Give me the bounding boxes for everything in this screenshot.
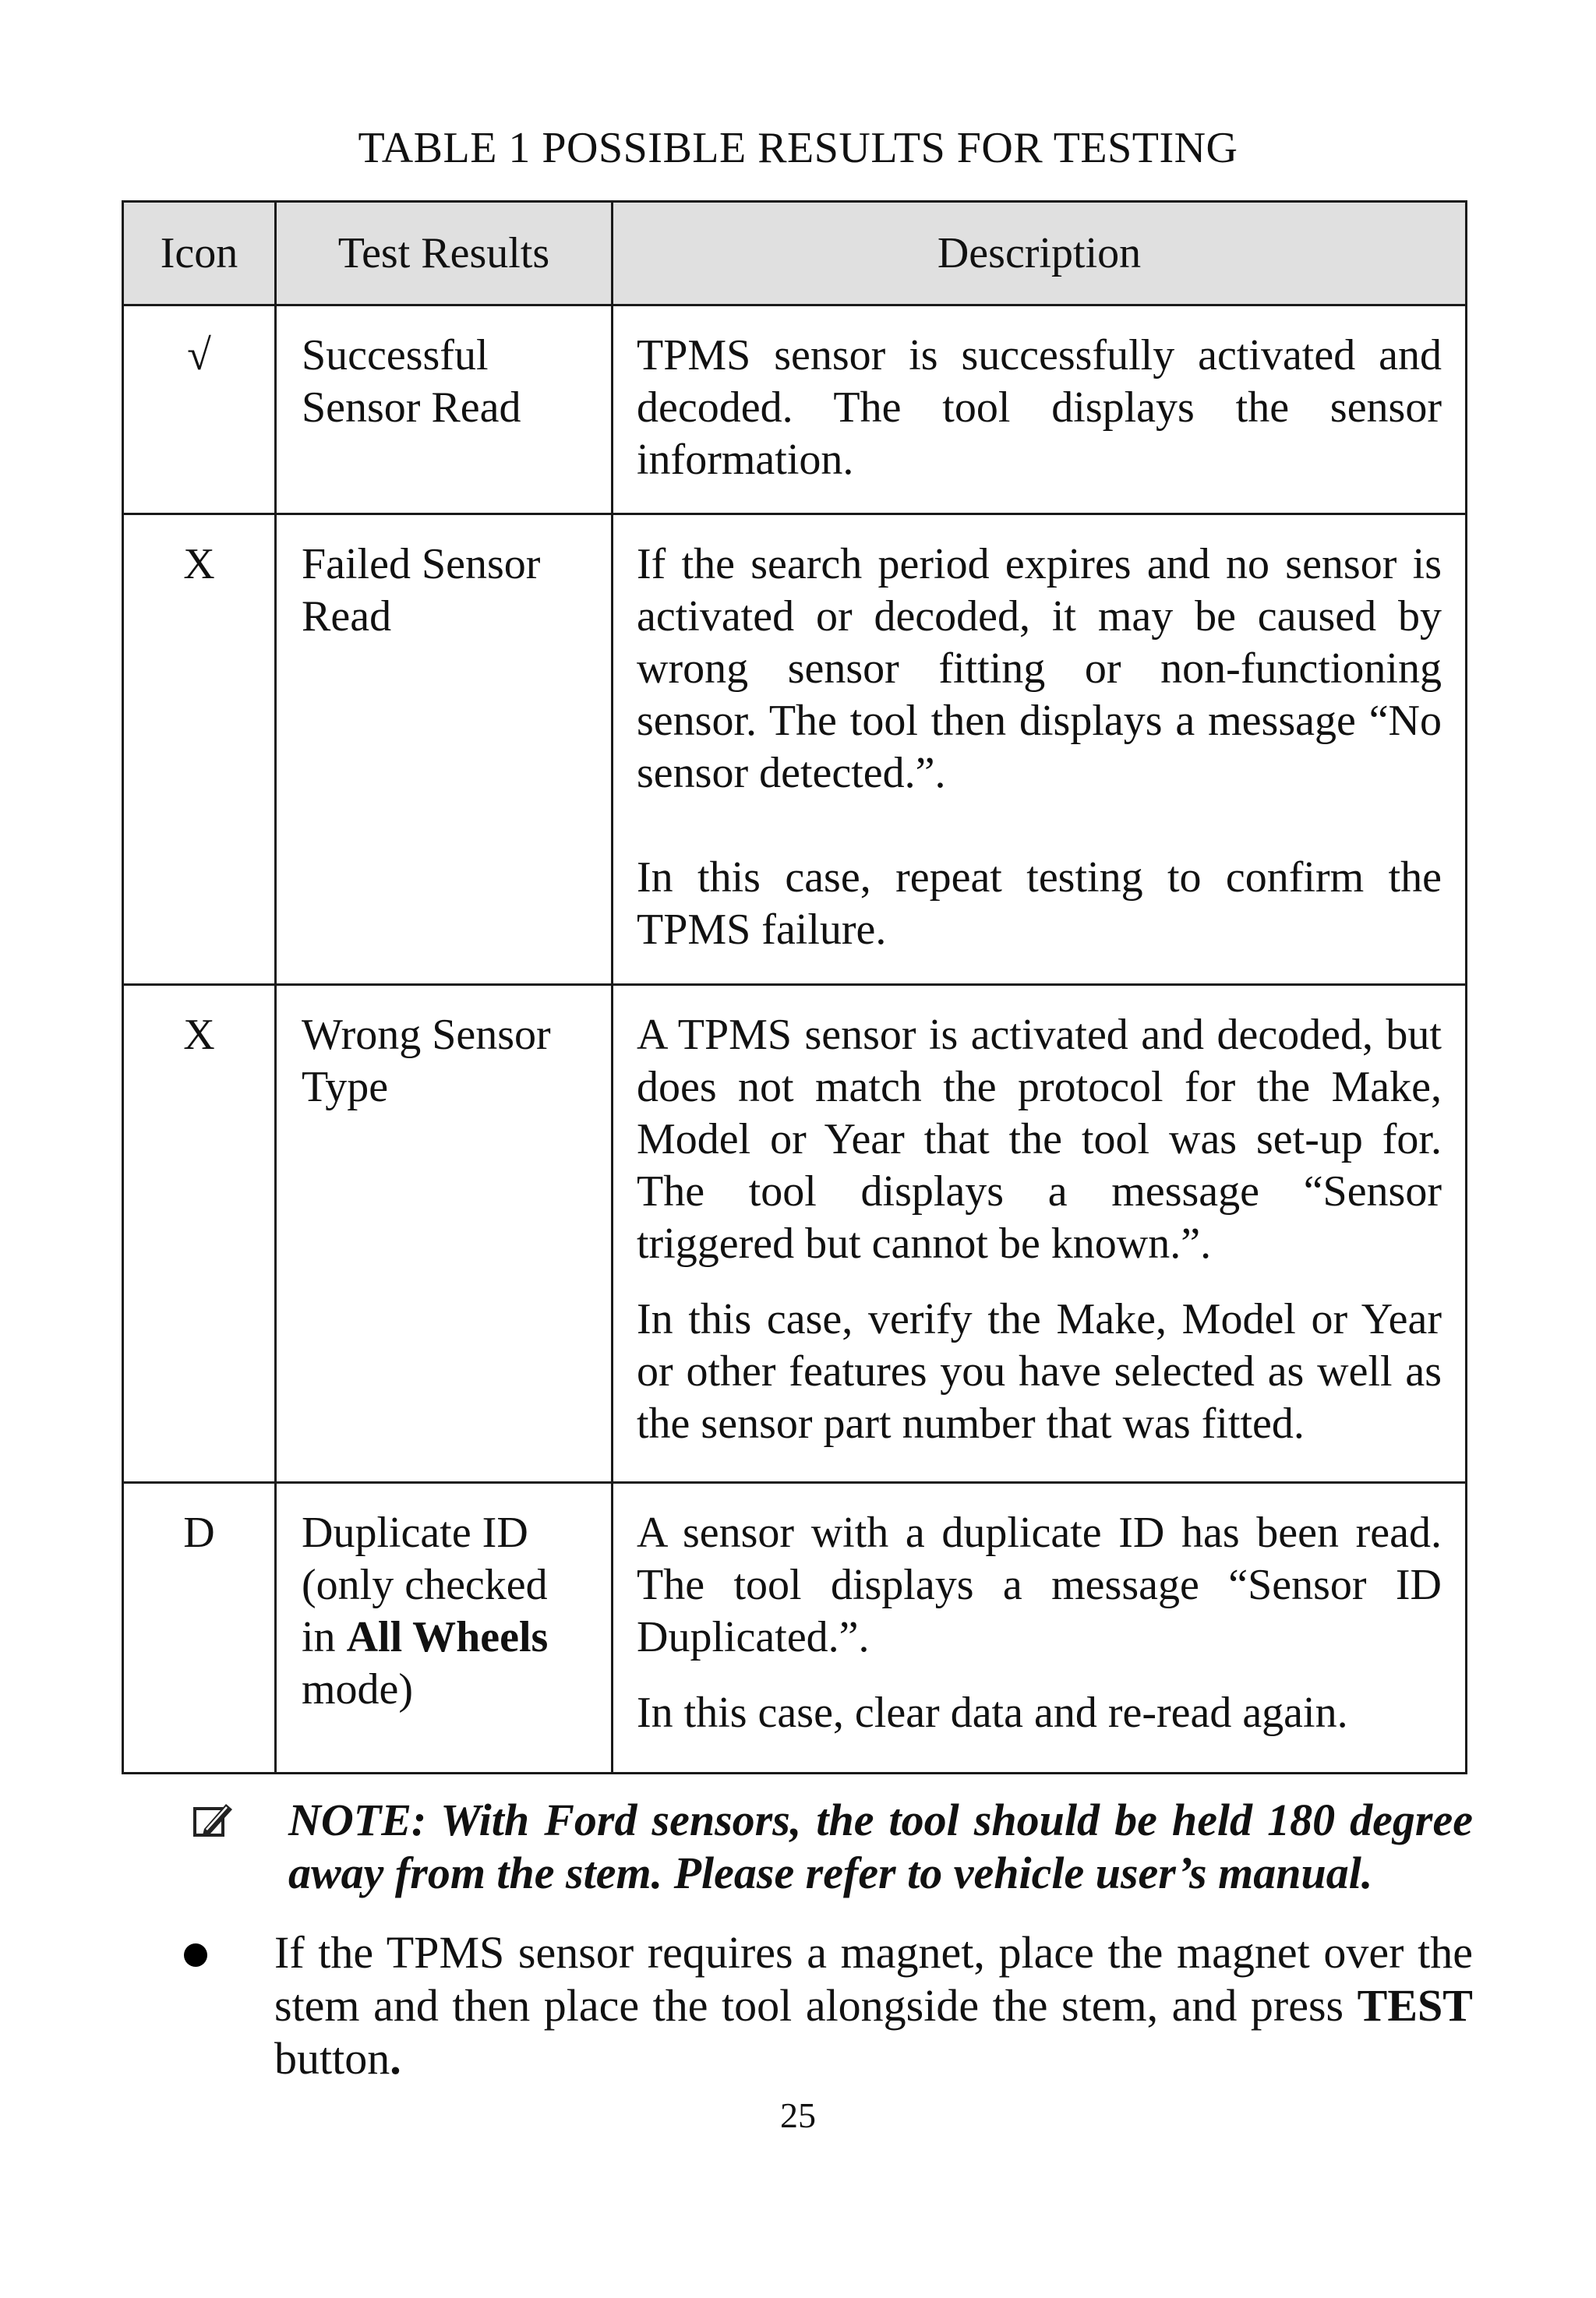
- result-description: [613, 514, 1467, 985]
- bullet-text: [274, 1926, 1473, 2085]
- result-label: Wrong Sensor Type: [276, 985, 613, 1483]
- table-title: TABLE 1 POSSIBLE RESULTS FOR TESTING: [358, 124, 1238, 172]
- all-wheels-mode-label: All Wheels: [346, 1613, 549, 1661]
- table-row: [123, 1483, 1467, 1774]
- result-label-text: Duplicate ID (only checked in: [302, 1509, 548, 1661]
- result-label: Failed Sensor Read: [276, 514, 613, 985]
- table-row: [123, 514, 1467, 985]
- description-paragraph: TPMS sensor is successfully activated and decoded. The tool displays the sensor information.: [637, 331, 1442, 484]
- result-description: [613, 305, 1467, 514]
- column-header-description: Description: [613, 202, 1467, 305]
- bullet-dot-icon: [184, 1943, 207, 1967]
- result-label-text: mode): [302, 1665, 414, 1714]
- note-pencil-icon: [192, 1799, 235, 1851]
- column-header-icon: Icon: [123, 202, 276, 305]
- result-label: [276, 1483, 613, 1774]
- bullet-item: [181, 1926, 1473, 2085]
- result-description: [613, 1483, 1467, 1774]
- table-header-row: [123, 202, 1467, 305]
- results-table: [122, 200, 1467, 1774]
- bullet-text-period: .: [390, 2033, 401, 2084]
- description-paragraph: A TPMS sensor is activated and decoded, but does not match the protocol for the Make, Model or Year that the tool was set-up for. The tool displays a message “Sensor triggered but cannot be known.”.: [637, 1011, 1442, 1268]
- result-icon-d: D: [123, 1483, 276, 1774]
- bullet-text-segment: button: [274, 2033, 390, 2084]
- description-paragraph: In this case, clear data and re-read again.: [637, 1689, 1348, 1737]
- description-paragraph: If the search period expires and no sensor is activated or decoded, it may be caused by wrong sensor fitting or non-functioning sensor. The tool then displays a message “No sensor detected.”.: [637, 540, 1442, 797]
- description-paragraph: A sensor with a duplicate ID has been read. The tool displays a message “Sensor ID Duplicated.”.: [637, 1509, 1442, 1661]
- column-header-test-results: Test Results: [276, 202, 613, 305]
- result-icon-x: X: [123, 985, 276, 1483]
- table-row: [123, 305, 1467, 514]
- note: [195, 1794, 1473, 1900]
- result-description: [613, 985, 1467, 1483]
- description-paragraph: In this case, repeat testing to confirm the TPMS failure.: [637, 853, 1442, 954]
- result-label: Successful Sensor Read: [276, 305, 613, 514]
- result-icon-x: X: [123, 514, 276, 985]
- note-text: NOTE: With Ford sensors, the tool should be held 180 degree away from the stem. Please refer to vehicle user’s manual.: [288, 1795, 1473, 1898]
- description-paragraph: In this case, verify the Make, Model or Year or other features you have selected as well as the sensor part number that was fitted.: [637, 1295, 1442, 1448]
- page-number: 25: [780, 2095, 816, 2135]
- table-row: [123, 985, 1467, 1483]
- bullet-text-segment: If the TPMS sensor requires a magnet, place the magnet over the stem and then place the tool alongside the stem, and press: [274, 1927, 1473, 2031]
- test-button-label: TEST: [1357, 1980, 1473, 2031]
- result-icon-check: √: [123, 305, 276, 514]
